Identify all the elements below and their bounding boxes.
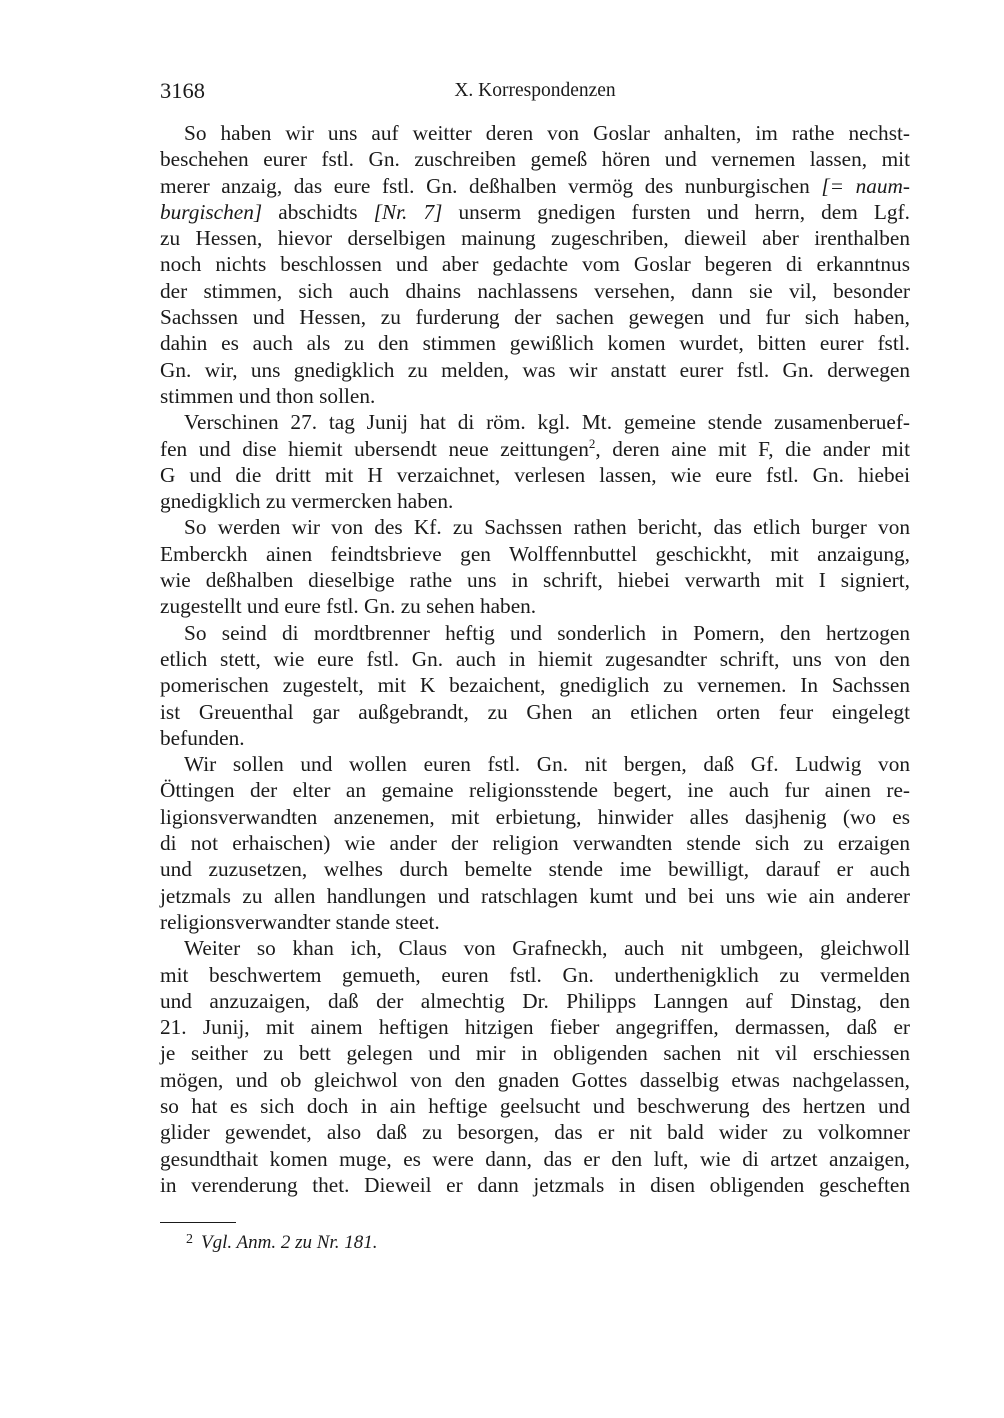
text-line	[160, 462, 910, 488]
text-run: und anzuzaigen, daß der almechtig Dr. Philipps Lanngen auf Dinstag, den	[160, 988, 910, 1013]
text-line	[160, 199, 910, 225]
text-run: gesundthait komen muge, es were dann, das er den luft, wie di artzet anzaigen,	[160, 1146, 910, 1171]
text-run: Wir sollen und wollen euren fstl. Gn. nit bergen, daß Gf. Ludwig von	[184, 752, 910, 777]
text-run: der stimmen, sich auch dhains nachlassens versehen, dann sie vil, besonder	[160, 278, 910, 303]
text-run: Weiter so khan ich, Claus von Grafneckh, auch nit umbgeen, gleichwoll	[184, 936, 910, 961]
text-line	[160, 962, 910, 988]
text-line	[160, 1119, 910, 1145]
text-run: 21. Junij, mit ainem heftigen hitzigen fieber angegriffen, dermassen, daß er	[160, 1015, 910, 1040]
text-line	[160, 173, 910, 199]
text-run: zugestellt und eure fstl. Gn. zu sehen haben.	[160, 594, 537, 619]
paragraph	[160, 935, 910, 1198]
text-run: ligionsverwandten anzenemen, mit erbietung, hinwider alles dasjhenig (wo es	[160, 804, 910, 829]
text-run: etlich stett, wie eure fstl. Gn. auch in hiemit zugesandter schrift, uns von den	[160, 646, 910, 671]
footnote-text: Vgl. Anm. 2 zu Nr. 181.	[201, 1232, 378, 1253]
text-run: unserm gnedigen fursten und herrn, dem Lgf.	[442, 199, 910, 224]
text-line	[160, 567, 910, 593]
text-line	[160, 1093, 910, 1119]
text-run: noch nichts beschlossen und aber gedachte vom Goslar begeren di erkanntnus	[160, 252, 910, 277]
text-run: mögen, und ob gleichwol von den gnaden Gottes dasselbig etwas nachgelassen,	[160, 1067, 910, 1092]
text-line	[160, 146, 910, 172]
text-line	[160, 488, 910, 514]
text-run: di not erhaischen) wie ander der religion verwandten stende sich zu erzaigen	[160, 831, 910, 856]
text-run: je seither zu bett gelegen und mir in obligenden sachen nit vil erschiessen	[160, 1041, 910, 1066]
page-number: 3168	[160, 78, 205, 103]
text-run: abschidts	[262, 199, 374, 224]
text-line	[160, 436, 910, 462]
text-line	[160, 1040, 910, 1066]
text-run: Gn. wir, uns gnedigklich zu melden, was wir anstatt eurer fstl. Gn. derwegen	[160, 357, 910, 382]
text-line	[160, 541, 910, 567]
text-run: Emberckh ainen feindtsbrieve gen Wolffennbuttel geschickht, mit anzaigung,	[160, 541, 910, 566]
text-line	[160, 777, 910, 803]
text-line	[160, 1146, 910, 1172]
text-line	[160, 225, 910, 251]
text-line	[160, 646, 910, 672]
text-run: So haben wir uns auf weitter deren von Goslar anhalten, im rathe nechst-	[184, 121, 910, 145]
paragraph	[160, 120, 910, 409]
text-line	[160, 120, 910, 146]
text-run: gnedigklich zu vermercken haben.	[160, 489, 454, 514]
text-run: jetzmals zu allen handlungen und ratschlagen kumt und bei uns wie ain anderer	[160, 883, 910, 908]
paragraph	[160, 620, 910, 751]
editorial-note: [= naum-	[821, 173, 910, 198]
page-header	[160, 78, 910, 108]
text-run: religionsverwandter stande steet.	[160, 909, 440, 934]
text-run: beschehen eurer fstl. Gn. zuschreiben gemeß hören und vernemen lassen, mit	[160, 147, 910, 172]
text-run: mit beschwertem gemueth, euren fstl. Gn. underthenigklich zu vermelden	[160, 962, 910, 987]
text-run: merer anzaig, das eure fstl. Gn. deßhalben vermög des nunburgischen	[160, 173, 822, 198]
text-line	[160, 593, 910, 619]
text-run: zu Hessen, hievor derselbigen mainung zugeschriben, dieweil aber irenthalben	[160, 226, 910, 251]
editorial-note: [Nr. 7]	[373, 199, 443, 224]
text-run: So seind di mordtbrenner heftig und sonderlich in Pomern, den hertzogen	[184, 620, 910, 645]
paragraph	[160, 751, 910, 935]
text-line	[160, 251, 910, 277]
text-line	[160, 804, 910, 830]
text-run: G und die dritt mit H verzaichnet, verlesen lassen, wie eure fstl. Gn. hiebei	[160, 462, 910, 487]
text-line	[160, 751, 910, 777]
text-run: ist Greuenthal gar außgebrandt, zu Ghen an etlichen orten feur eingelegt	[160, 699, 910, 724]
text-run: , deren aine mit F, die ander mit	[595, 436, 910, 461]
text-line	[160, 672, 910, 698]
text-run: Öttingen der elter an gemaine religionsstende begert, ine auch fur ainen re-	[160, 778, 910, 803]
text-line	[160, 357, 910, 383]
text-line	[160, 1172, 910, 1198]
text-run: glider gewendet, also daß zu besorgen, das er nit bald wider zu volkomner	[160, 1120, 910, 1145]
footnote-mark: 2	[186, 1232, 193, 1247]
editorial-note: burgischen]	[160, 199, 263, 224]
text-run: in verenderung thet. Dieweil er dann jetzmals in disen obligenden gescheften	[160, 1172, 910, 1197]
text-line	[160, 383, 910, 409]
body-text	[160, 120, 910, 1198]
text-run: stimmen und thon sollen.	[160, 383, 376, 408]
text-line	[160, 278, 910, 304]
text-line	[160, 304, 910, 330]
text-run: fen und dise hiemit ubersendt neue zeittungen	[160, 436, 589, 461]
footnote	[186, 1228, 377, 1255]
text-line	[160, 909, 910, 935]
text-line	[160, 830, 910, 856]
text-run: so hat es sich doch in ain heftige geelsucht und beschwerung des hertzen und	[160, 1093, 910, 1118]
text-run: wie deßhalben dieselbige rathe uns in schrift, hiebei verwarth mit I signiert,	[160, 568, 910, 593]
text-run: dahin es auch als zu den stimmen gewißlich komen wurdet, bitten eurer fstl.	[160, 331, 910, 356]
text-line	[160, 883, 910, 909]
footnote-divider	[160, 1222, 236, 1223]
footnote-reference: 2	[588, 435, 596, 451]
text-line	[160, 725, 910, 751]
running-head: X. Korrespondenzen	[454, 80, 616, 101]
text-line	[160, 856, 910, 882]
text-line	[160, 330, 910, 356]
text-run: pomerischen zugestelt, mit K bezaichent, gnediglich zu vernemen. In Sachssen	[160, 673, 910, 698]
text-line	[160, 620, 910, 646]
text-line	[160, 935, 910, 961]
text-run: Verschinen 27. tag Junij hat di röm. kgl. Mt. gemeine stende zusamenberuef-	[184, 410, 910, 435]
text-line	[160, 699, 910, 725]
text-line	[160, 1067, 910, 1093]
text-line	[160, 514, 910, 540]
text-line	[160, 988, 910, 1014]
text-run: und zuzusetzen, welhes durch bemelte stende ime bewilligt, darauf er auch	[160, 857, 910, 882]
paragraph	[160, 514, 910, 619]
text-run: So werden wir von des Kf. zu Sachssen rathen bericht, das etlich burger von	[184, 515, 910, 540]
text-run: befunden.	[160, 725, 245, 750]
text-line	[160, 1014, 910, 1040]
paragraph	[160, 409, 910, 514]
text-line	[160, 409, 910, 435]
text-run: Sachssen und Hessen, zu furderung der sachen gewegen und fur sich haben,	[160, 305, 910, 330]
